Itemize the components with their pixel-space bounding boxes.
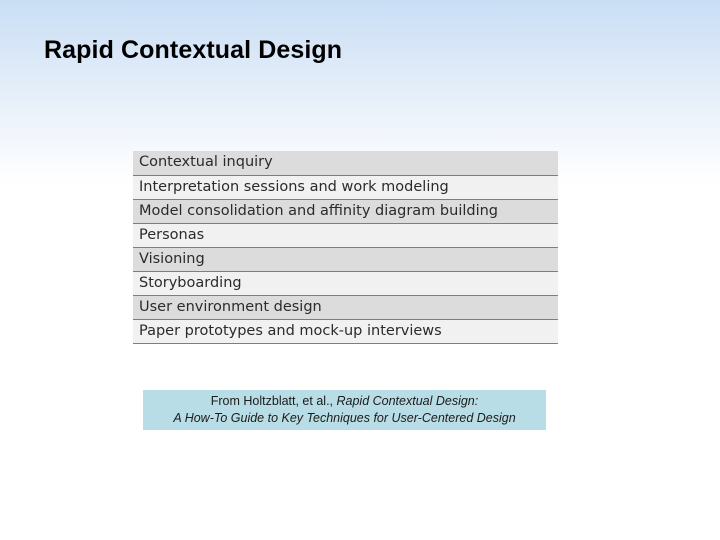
step-label: Visioning [133, 247, 558, 271]
citation-book-title-part2: A How-To Guide to Key Techniques for User-Centered Design [173, 411, 516, 425]
citation-book-title-part1: Rapid Contextual Design: [336, 394, 479, 408]
step-label: Interpretation sessions and work modeling [133, 175, 558, 199]
step-label: Personas [133, 223, 558, 247]
step-row [133, 295, 558, 319]
citation-prefix: From Holtzblatt, et al., [210, 394, 337, 408]
citation-box [143, 390, 546, 430]
slide-title: Rapid Contextual Design [44, 36, 343, 64]
step-label: Contextual inquiry [133, 151, 558, 175]
citation-line-2 [143, 410, 546, 427]
step-row [133, 319, 558, 343]
step-row [133, 247, 558, 271]
step-label: Model consolidation and affinity diagram building [133, 199, 558, 223]
step-label: User environment design [133, 295, 558, 319]
step-row [133, 223, 558, 247]
step-row [133, 199, 558, 223]
step-row [133, 175, 558, 199]
steps-table [133, 151, 558, 344]
step-row [133, 151, 558, 175]
step-row [133, 271, 558, 295]
citation-line-1 [143, 393, 546, 410]
step-label: Storyboarding [133, 271, 558, 295]
step-label: Paper prototypes and mock-up interviews [133, 319, 558, 343]
